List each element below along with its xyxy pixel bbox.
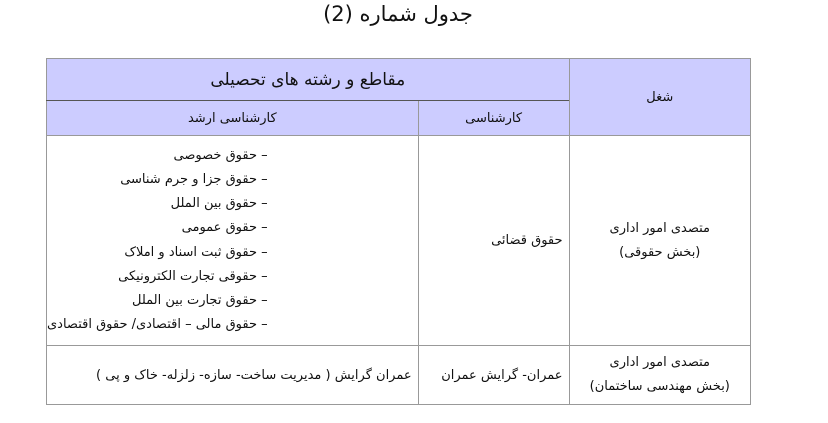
occupation-subtitle: (بخش مهندسی ساختمان) xyxy=(589,379,730,394)
occupation-title: متصدی امور اداری xyxy=(609,220,710,236)
master-cell: عمران گرایش ( مدیریت ساخت- سازه- زلزله- خاک و پی ) xyxy=(47,346,419,405)
list-item: – حقوق ثبت اسناد و املاک xyxy=(124,244,268,260)
list-item: – حقوق عمومی xyxy=(181,220,268,236)
list-item: – حقوق تجارت بین الملل xyxy=(132,292,268,308)
header-fields-group: مقاطع و رشته های تحصیلی xyxy=(47,59,570,101)
occupation-subtitle: (بخش حقوقی) xyxy=(619,244,701,260)
fields-table xyxy=(46,58,751,405)
header-bachelor: کارشناسی xyxy=(418,101,569,136)
header-master: کارشناسی ارشد xyxy=(47,101,419,136)
master-cell xyxy=(47,136,419,346)
occupation-cell xyxy=(569,346,750,405)
list-item: – حقوق بین الملل xyxy=(170,196,268,212)
bachelor-cell: عمران- گرایش عمران xyxy=(418,346,569,405)
list-item: – حقوق خصوصی xyxy=(173,147,268,163)
bachelor-cell: حقوق قضائی xyxy=(418,136,569,346)
occupation-cell xyxy=(569,136,750,346)
table-title: جدول شماره (2) xyxy=(323,2,473,26)
list-item: – حقوق جزا و جرم شناسی xyxy=(120,171,268,187)
list-item: – حقوقی تجارت الکترونیکی xyxy=(118,268,268,284)
list-item: – حقوق مالی – اقتصادی/ حقوق اقتصادی xyxy=(47,317,268,333)
table-row xyxy=(47,346,751,405)
table-row xyxy=(47,136,751,346)
header-occupation: شغل xyxy=(569,59,750,136)
occupation-title: متصدی امور اداری xyxy=(609,355,710,370)
